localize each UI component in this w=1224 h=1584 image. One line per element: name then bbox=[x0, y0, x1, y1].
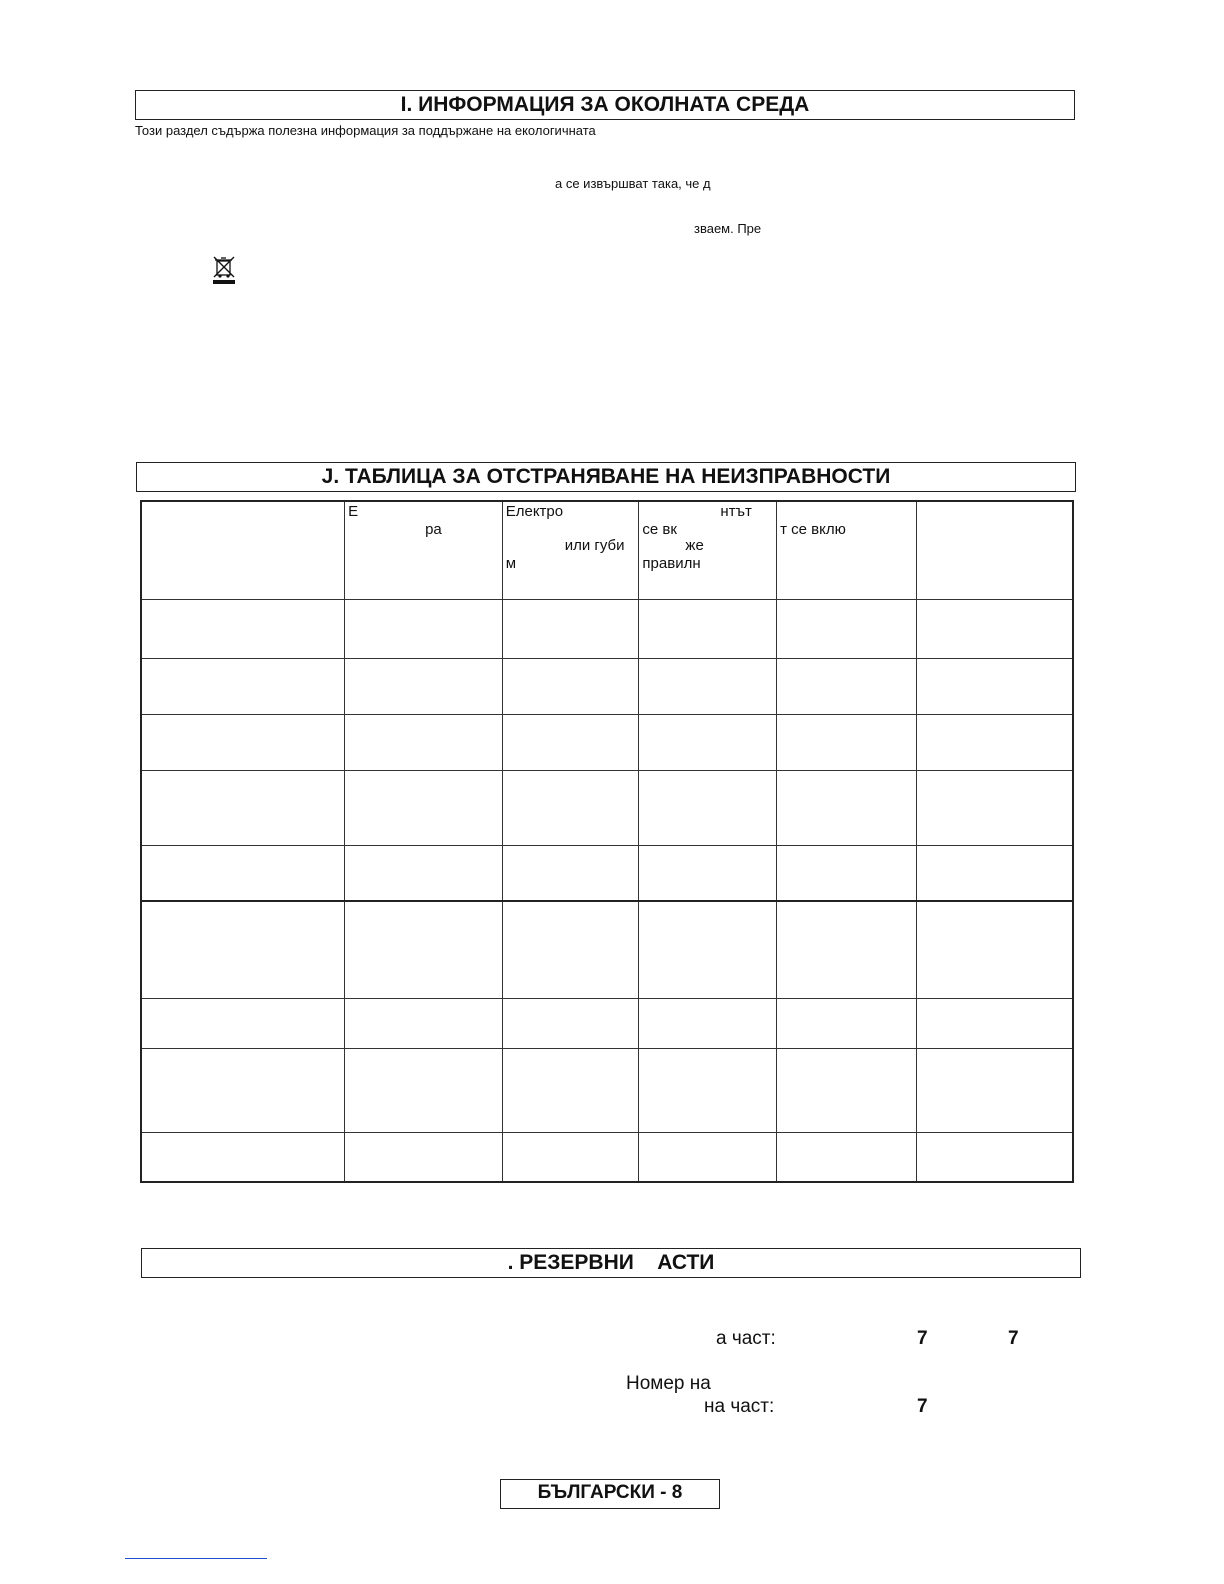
table-cell bbox=[916, 998, 1073, 1048]
table-cell bbox=[639, 501, 777, 599]
header-col4-line3: же bbox=[685, 537, 704, 554]
table-cell bbox=[141, 901, 345, 998]
table-cell bbox=[345, 501, 503, 599]
table-cell bbox=[777, 1132, 917, 1182]
table-cell bbox=[502, 1132, 639, 1182]
table-cell bbox=[345, 901, 503, 998]
table-cell bbox=[777, 501, 917, 599]
table-cell bbox=[141, 501, 345, 599]
table-row bbox=[141, 658, 1073, 714]
table-cell bbox=[141, 714, 345, 770]
table-cell bbox=[916, 1048, 1073, 1132]
troubleshooting-table bbox=[140, 500, 1074, 1183]
table-row bbox=[141, 1048, 1073, 1132]
table-cell bbox=[345, 770, 503, 845]
table-cell bbox=[777, 599, 917, 658]
table-cell bbox=[141, 845, 345, 901]
table-cell bbox=[502, 770, 639, 845]
table-cell bbox=[502, 658, 639, 714]
table-cell bbox=[916, 714, 1073, 770]
table-cell bbox=[502, 901, 639, 998]
page-footer-label: БЪЛГАРСКИ - 8 bbox=[500, 1479, 720, 1509]
table-row bbox=[141, 770, 1073, 845]
header-col4-line1: нтът bbox=[720, 503, 752, 520]
part-row1-value1: 7 bbox=[917, 1328, 928, 1349]
table-cell bbox=[639, 1048, 777, 1132]
table-cell bbox=[916, 901, 1073, 998]
part-row1-value2: 7 bbox=[1008, 1328, 1019, 1349]
table-cell bbox=[777, 901, 917, 998]
table-cell bbox=[502, 501, 639, 599]
section-i-title: I. ИНФОРМАЦИЯ ЗА ОКОЛНАТА СРЕДА bbox=[135, 90, 1075, 120]
table-cell bbox=[639, 770, 777, 845]
part-row1-label: а част: bbox=[716, 1328, 776, 1349]
table-cell bbox=[141, 1132, 345, 1182]
table-cell bbox=[916, 845, 1073, 901]
crossed-bin-icon bbox=[212, 255, 236, 285]
header-col2-line1: Е bbox=[348, 503, 359, 520]
table-row bbox=[141, 1132, 1073, 1182]
table-cell bbox=[345, 714, 503, 770]
table-cell bbox=[639, 714, 777, 770]
table-cell bbox=[916, 1132, 1073, 1182]
table-cell bbox=[916, 770, 1073, 845]
header-col4-line4: правилн bbox=[642, 555, 701, 572]
table-cell bbox=[639, 845, 777, 901]
header-col3-line2: или губи bbox=[564, 537, 625, 554]
table-cell bbox=[639, 658, 777, 714]
part-row2-label-b: на част: bbox=[704, 1396, 775, 1417]
table-cell bbox=[141, 599, 345, 658]
part-row2-label-a: Номер на bbox=[626, 1373, 711, 1394]
table-cell bbox=[777, 845, 917, 901]
table-cell bbox=[777, 658, 917, 714]
table-cell bbox=[502, 714, 639, 770]
table-cell bbox=[502, 1048, 639, 1132]
section-i-line1: Този раздел съдържа полезна информация за поддържане на екологичната bbox=[135, 123, 596, 138]
table-cell bbox=[639, 1132, 777, 1182]
table-cell bbox=[345, 1048, 503, 1132]
section-k-title: . РЕЗЕРВНИ АСТИ bbox=[141, 1248, 1081, 1278]
table-cell bbox=[141, 658, 345, 714]
table-cell bbox=[345, 845, 503, 901]
table-cell bbox=[639, 599, 777, 658]
table-cell bbox=[345, 658, 503, 714]
footer-link-line bbox=[125, 1558, 267, 1559]
table-cell bbox=[777, 1048, 917, 1132]
table-cell bbox=[916, 658, 1073, 714]
table-cell bbox=[639, 901, 777, 998]
header-col3-line1: Електро bbox=[505, 503, 564, 520]
section-i-line2: а се извършват така, че д bbox=[555, 176, 711, 191]
table-row bbox=[141, 998, 1073, 1048]
header-col5-line1: т се вклю bbox=[780, 521, 846, 538]
table-header-row bbox=[141, 501, 1073, 599]
table-cell bbox=[777, 714, 917, 770]
section-i-line3: зваем. Пре bbox=[694, 221, 762, 236]
table-row bbox=[141, 845, 1073, 901]
table-cell bbox=[141, 998, 345, 1048]
table-cell bbox=[502, 845, 639, 901]
table-row bbox=[141, 714, 1073, 770]
table-cell bbox=[141, 770, 345, 845]
header-col3-line3: м bbox=[505, 555, 517, 572]
table-row bbox=[141, 599, 1073, 658]
header-col2-line2: ра bbox=[425, 521, 442, 538]
table-cell bbox=[639, 998, 777, 1048]
table-cell bbox=[916, 501, 1073, 599]
table-cell bbox=[345, 1132, 503, 1182]
table-cell bbox=[345, 998, 503, 1048]
table-cell bbox=[502, 998, 639, 1048]
table-cell bbox=[777, 998, 917, 1048]
header-col4-line2: се вк bbox=[642, 521, 677, 538]
table-row bbox=[141, 901, 1073, 998]
table-cell bbox=[916, 599, 1073, 658]
part-row2-value1: 7 bbox=[917, 1396, 928, 1417]
table-cell bbox=[141, 1048, 345, 1132]
section-j-title: J. ТАБЛИЦА ЗА ОТСТРАНЯВАНЕ НА НЕИЗПРАВНОСТИ bbox=[136, 462, 1076, 492]
table-cell bbox=[777, 770, 917, 845]
table-cell bbox=[345, 599, 503, 658]
table-cell bbox=[502, 599, 639, 658]
